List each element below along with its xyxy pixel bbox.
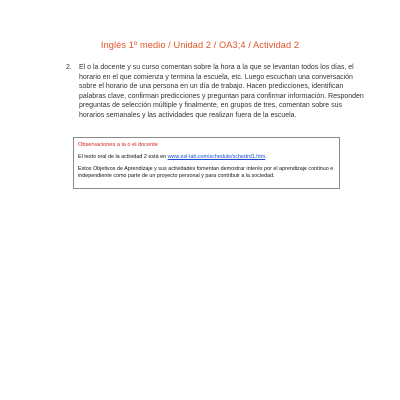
source-link[interactable]: www.esl-lab.com/schedule/schedrd1.htm bbox=[167, 154, 266, 160]
observations-box bbox=[73, 137, 340, 189]
observations-heading: Observaciones a la o el docente bbox=[78, 142, 158, 148]
source-period: . bbox=[265, 154, 267, 160]
observations-source-line bbox=[78, 154, 335, 162]
observations-note: Estos Objetivos de Aprendizaje y sus actividades fomentan demostrar interés por el aprendizaje continuo e independiente como parte de un proyecto personal y para contribuir a la sociedad. bbox=[78, 165, 334, 180]
activity-description: El o la docente y su curso comentan sobre la hora a la que se levantan todos los días, el horario en el que comienza y termina la escuela, etc. Luego escuchan una conversación sobre el horario de una persona en un día de trabajo. Hacen predicciones, identifican palabras clave, confirman predicciones y preguntan para confirmar información. Responden preguntas de selección múltiple y finalmente, en grupos de tres, comentan sobre sus horarios semanales y las actividades que realizan fuera de la escuela. bbox=[79, 64, 364, 119]
activity-number: 2. bbox=[66, 64, 72, 71]
source-text: El texto oral de la actividad 2 está en bbox=[78, 154, 168, 160]
page-title: Inglés 1º medio / Unidad 2 / OA3;4 / Actividad 2 bbox=[100, 40, 300, 50]
activity-item bbox=[66, 63, 366, 120]
